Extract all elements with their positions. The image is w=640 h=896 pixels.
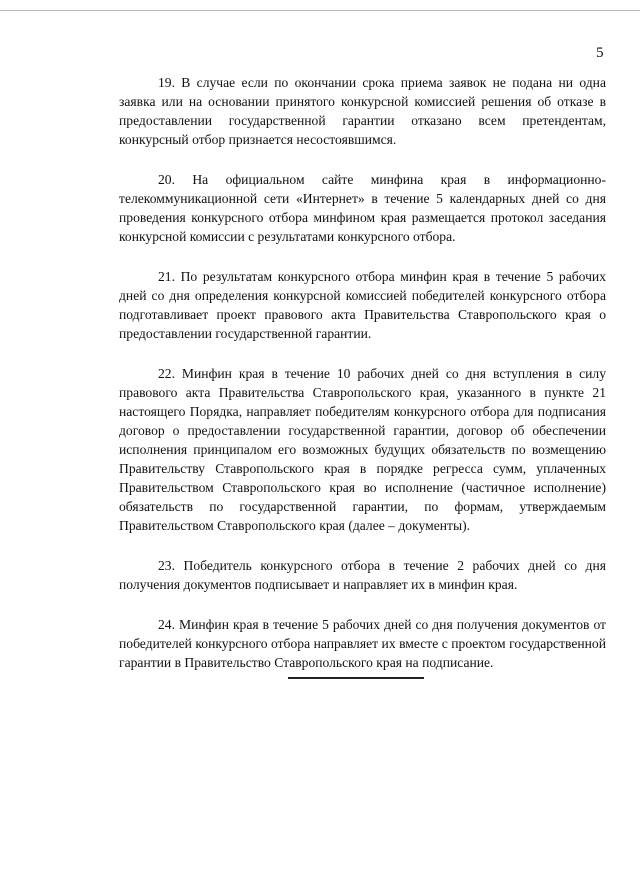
paragraph-23: 23. Победитель конкурсного отбора в течение 2 рабочих дней со дня получения документов подписывает и направляет их в минфин края. [119,558,606,592]
page-number: 5 [596,45,604,61]
scan-top-edge [0,10,640,11]
paragraph-22: 22. Минфин края в течение 10 рабочих дней со дня вступления в силу правового акта Правительства Ставропольского края, указанного в пункте 21 настоящего Порядка, направляет победителям конкурсного отбора для подписания договор о предоставлении государственной гарантии, договор об обеспечении исполнения принципалом его возможных будущих обязательств по возмещению Правительству Ставропольского края в порядке регресса сумм, уплаченных Правительством Ставропольского края во исполнение (частичное исполнение) обязательств по государственной гарантии, по формам, утверждаемым Правительством Ставропольского края (далее – документы). [119,366,606,533]
paragraph-24: 24. Минфин края в течение 5 рабочих дней со дня получения документов от победителей конкурсного отбора направляет их вместе с проектом государственной гарантии в Правительство Ставропольского края на подписание. [119,617,606,670]
end-of-text-rule [288,677,424,679]
paragraph-20: 20. На официальном сайте минфина края в информационно-телекоммуникационной сети «Интернет» в течение 5 календарных дней со дня проведения конкурсного отбора минфином края размещается протокол заседания конкурсной комиссии с результатами конкурсного отбора. [119,172,606,244]
paragraph-21: 21. По результатам конкурсного отбора минфин края в течение 5 рабочих дней со дня определения конкурсной комиссией победителей конкурсного отбора подготавливает проект правового акта Правительства Ставропольского края о предоставлении государственной гарантии. [119,269,606,341]
paragraph-19: 19. В случае если по окончании срока приема заявок не подана ни одна заявка или на основании принятого конкурсной комиссией решения об отказе в предоставлении государственной гарантии отказано всем претендентам, конкурсный отбор признается несостоявшимся. [119,75,606,147]
document-body [119,73,606,693]
